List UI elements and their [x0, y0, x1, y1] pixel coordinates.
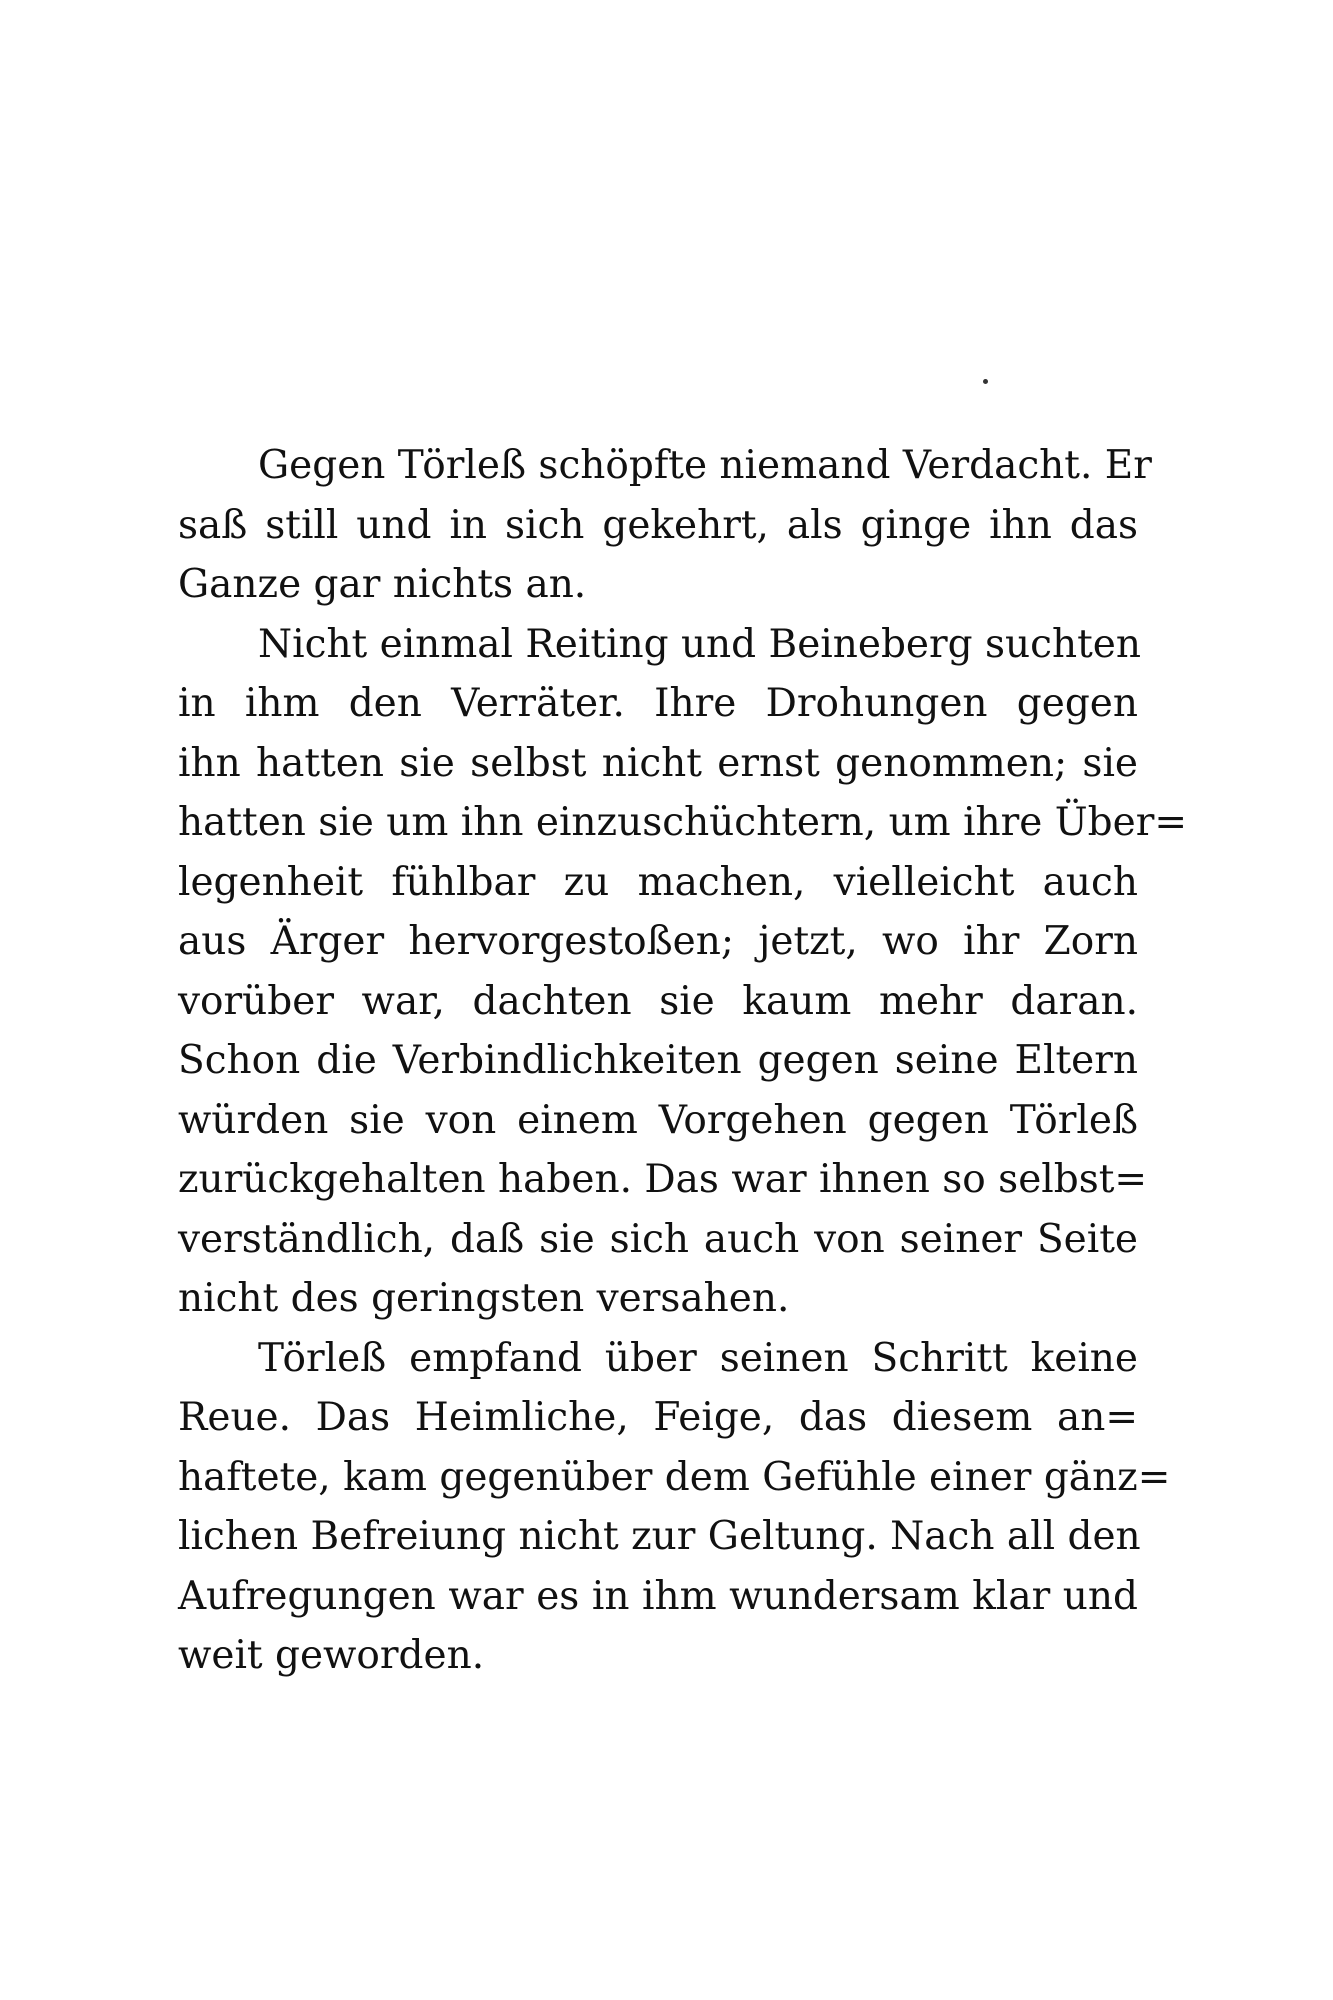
text-line: zurückgehalten haben. Das war ihnen so selbst=	[178, 1157, 1148, 1202]
text-line: vorüber war, dachten sie kaum mehr daran.	[178, 978, 1138, 1024]
text-line: Ganze gar nichts an.	[178, 562, 587, 607]
text-line: Reue. Das Heimliche, Feige, das diesem an=	[178, 1395, 1138, 1440]
text-line: aus Ärger hervorgestoßen; jetzt, wo ihr Zorn	[178, 919, 1138, 964]
paragraph-3	[178, 1329, 1171, 1686]
text-line: Gegen Törleß schöpfte niemand Verdacht. Er	[258, 443, 1152, 488]
text-line: nicht des geringsten versahen.	[178, 1276, 790, 1321]
text-line: verständlich, daß sie sich auch von seiner Seite	[178, 1216, 1138, 1262]
text-line: in ihm den Verräter. Ihre Drohungen gegen	[178, 681, 1138, 726]
text-line: lichen Befreiung nicht zur Geltung. Nach all den	[178, 1514, 1141, 1559]
print-speck	[983, 379, 988, 384]
text-line: haftete, kam gegenüber dem Gefühle einer gänz=	[178, 1454, 1171, 1500]
text-line: Törleß empfand über seinen Schritt keine	[258, 1335, 1138, 1381]
text-line: weit geworden.	[178, 1633, 485, 1678]
text-line: Schon die Verbindlichkeiten gegen seine Eltern	[178, 1038, 1138, 1083]
text-line: saß still und in sich gekehrt, als ginge ihn das	[178, 502, 1138, 548]
text-line: ihn hatten sie selbst nicht ernst genommen; sie	[178, 740, 1138, 786]
paragraph-2	[178, 615, 1188, 1329]
text-line: Nicht einmal Reiting und Beineberg suchten	[258, 621, 1141, 667]
text-line: hatten sie um ihn einzuschüchtern, um ihre Über=	[178, 800, 1188, 845]
body-text	[178, 436, 1188, 1686]
paragraph-1	[178, 436, 1152, 615]
text-line: legenheit fühlbar zu machen, vielleicht auch	[178, 859, 1138, 905]
text-line: würden sie von einem Vorgehen gegen Törleß	[178, 1097, 1138, 1143]
text-line: Aufregungen war es in ihm wundersam klar und	[178, 1573, 1138, 1619]
